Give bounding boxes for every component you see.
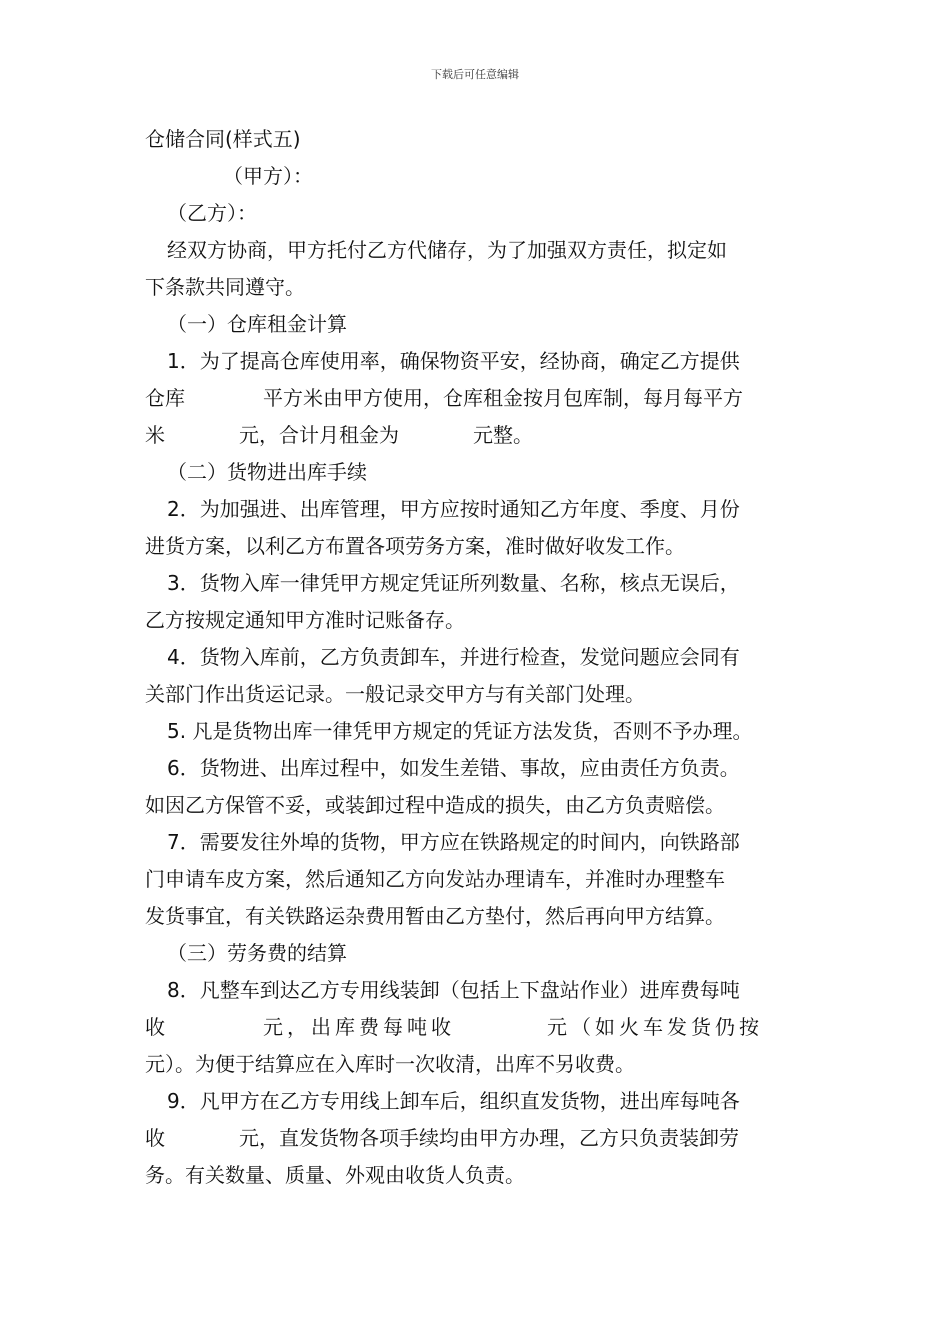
clause-8-line-2-c: 元（如火车发货仍按	[547, 1015, 763, 1039]
clause-7	[145, 824, 810, 935]
clause-3-line-1: 3．货物入库一律凭甲方规定凭证所列数量、名称，核点无误后，	[167, 571, 740, 595]
clause-6-line-1: 6．货物进、出库过程中，如发生差错、事故，应由责任方负责。	[167, 756, 740, 780]
clause-4-line-1: 4．货物入库前，乙方负责卸车，并进行检查，发觉问题应会同有	[167, 645, 740, 669]
contract-title: 仓储合同(样式五)	[145, 127, 301, 151]
clause-9-line-3: 务。有关数量、质量、外观由收货人负责。	[145, 1163, 525, 1187]
party-b-line: （乙方）：	[167, 201, 257, 225]
clause-6-line-2: 如因乙方保管不妥，或装卸过程中造成的损失，由乙方负责赔偿。	[145, 793, 725, 817]
clause-3	[145, 565, 810, 639]
intro-line-1: 经双方协商，甲方托付乙方代储存，为了加强双方责任，拟定如	[167, 238, 727, 262]
clause-2-line-2: 进货方案，以利乙方布置各项劳务方案，准时做好收发工作。	[145, 534, 685, 558]
clause-4	[145, 639, 810, 713]
clause-1	[145, 343, 810, 454]
clause-4-line-2: 关部门作出货运记录。一般记录交甲方与有关部门处理。	[145, 682, 645, 706]
clause-1-line-3-c: 元整。	[473, 423, 533, 447]
clause-1-line-1: 1．为了提高仓库使用率，确保物资平安，经协商，确定乙方提供	[167, 349, 740, 373]
clause-8-line-2	[145, 1009, 810, 1046]
clause-9-line-2	[145, 1120, 810, 1157]
clause-9-line-2-b: 元，直发货物各项手续均由甲方办理，乙方只负责装卸劳	[239, 1126, 739, 1150]
clause-8-line-2-a: 收	[145, 1015, 165, 1039]
clause-1-line-3-b: 元，合计月租金为	[239, 423, 399, 447]
section-1-heading: （一）仓库租金计算	[167, 312, 347, 336]
clause-8-line-1: 8．凡整车到达乙方专用线装卸（包括上下盘站作业）进库费每吨	[167, 978, 740, 1002]
clause-2-line-1: 2．为加强进、出库管理，甲方应按时通知乙方年度、季度、月份	[167, 497, 740, 521]
clause-5	[145, 713, 810, 750]
clause-8	[145, 972, 810, 1083]
page-header-note: 下载后可任意编辑	[431, 68, 519, 81]
clause-9	[145, 1083, 810, 1194]
clause-7-line-3: 发货事宜，有关铁路运杂费用暂由乙方垫付，然后再向甲方结算。	[145, 904, 725, 928]
clause-1-line-2-b: 平方米由甲方使用，仓库租金按月包库制，每月每平方	[263, 386, 743, 410]
clause-7-line-1: 7．需要发往外埠的货物，甲方应在铁路规定的时间内，向铁路部	[167, 830, 740, 854]
party-a-line: （甲方）：	[223, 164, 313, 188]
clause-1-line-2-a: 仓库	[145, 386, 185, 410]
intro-paragraph	[145, 232, 810, 306]
clause-9-line-1: 9．凡甲方在乙方专用线上卸车后，组织直发货物，进出库每吨各	[167, 1089, 740, 1113]
section-3-heading: （三）劳务费的结算	[167, 941, 347, 965]
contract-body	[145, 121, 810, 1194]
section-2-heading: （二）货物进出库手续	[167, 460, 367, 484]
clause-8-line-2-b: 元，出库费每吨收	[263, 1015, 455, 1039]
clause-1-line-3-a: 米	[145, 423, 165, 447]
intro-line-2: 下条款共同遵守。	[145, 275, 305, 299]
clause-3-line-2: 乙方按规定通知甲方准时记账备存。	[145, 608, 465, 632]
clause-8-line-3: 元）。为便于结算应在入库时一次收清，出库不另收费。	[145, 1052, 635, 1076]
clause-1-line-3	[145, 417, 810, 454]
clause-7-line-2: 门申请车皮方案，然后通知乙方向发站办理请车，并准时办理整车	[145, 867, 725, 891]
clause-5-line-1: 5. 凡是货物出库一律凭甲方规定的凭证方法发货，否则不予办理。	[167, 719, 753, 743]
clause-6	[145, 750, 810, 824]
clause-1-line-2	[145, 380, 810, 417]
clause-9-line-2-a: 收	[145, 1126, 165, 1150]
clause-2	[145, 491, 810, 565]
